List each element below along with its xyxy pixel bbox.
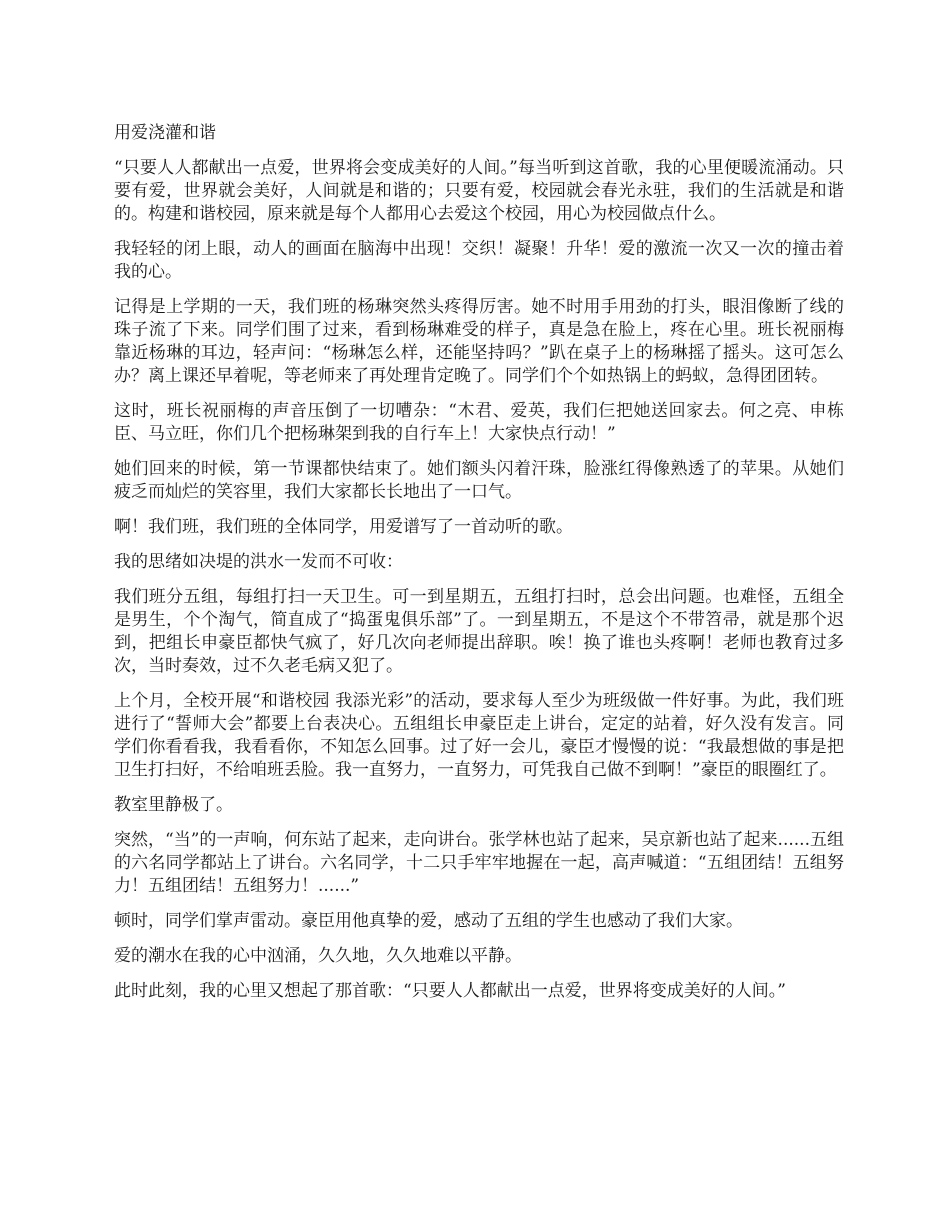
paragraph: 上个月，全校开展“和谐校园 我添光彩”的活动，要求每人至少为班级做一件好事。为此，我们班进行了“誓师大会”都要上台表决心。五组组长申豪臣走上讲台，定定的站着，好久没有发言。同学们你看看我，我看看你，不知怎么回事。过了好一会儿，豪臣才慢慢的说：“我最想做的事是把卫生打扫好，不给咱班丢脸。我一直努力，一直努力，可凭我自己做不到啊！”豪臣的眼圈红了。 [114, 691, 844, 780]
paragraph: 爱的潮水在我的心中汹涌，久久地，久久地难以平静。 [114, 946, 522, 966]
paragraph: 教室里静极了。 [114, 795, 233, 815]
paragraph: 顿时，同学们掌声雷动。豪臣用他真挚的爱，感动了五组的学生也感动了我们大家。 [114, 911, 743, 931]
paragraph: 这时，班长祝丽梅的声音压倒了一切嘈杂：“木君、爱英，我们仨把她送回家去。何之亮、申栋臣、马立旺，你们几个把杨琳架到我的自行车上！大家快点行动！” [114, 401, 844, 444]
document-title: 用爱浇灌和谐 [114, 123, 216, 143]
paragraph: 记得是上学期的一天，我们班的杨琳突然头疼得厉害。她不时用手用劲的打头，眼泪像断了线的珠子流了下来。同学们围了过来，看到杨琳难受的样子，真是急在脸上，疼在心里。班长祝丽梅靠近杨琳的耳边，轻声问：“杨琳怎么样，还能坚持吗？”趴在桌子上的杨琳摇了摇头。这可怎么办？离上课还早着呢，等老师来了再处理肯定晚了。同学们个个如热锅上的蚂蚁，急得团团转。 [114, 297, 844, 386]
paragraph: 我的思绪如决堤的洪水一发而不可收： [114, 552, 403, 572]
paragraph: 她们回来的时候，第一节课都快结束了。她们额头闪着汗珠，脸涨红得像熟透了的苹果。从她们疲乏而灿烂的笑容里，我们大家都长长地出了一口气。 [114, 459, 844, 502]
paragraph: 此时此刻，我的心里又想起了那首歌：“只要人人都献出一点爱，世界将变成美好的人间。” [114, 981, 786, 1001]
paragraph: 突然，“当”的一声响，何东站了起来，走向讲台。张学林也站了起来，吴京新也站了起来......五组的六名同学都站上了讲台。六名同学，十二只手牢牢地握在一起，高声喊道：“五组团结！五组努力！五组团结！五组努力！......” [114, 830, 844, 896]
paragraph: “只要人人都献出一点爱，世界将会变成美好的人间。”每当听到这首歌，我的心里便暖流涌动。只要有爱，世界就会美好，人间就是和谐的；只要有爱，校园就会春光永驻，我们的生活就是和谐的。构建和谐校园，原来就是每个人都用心去爱这个校园，用心为校园做点什么。 [114, 158, 844, 224]
paragraph: 我们班分五组，每组打扫一天卫生。可一到星期五，五组打扫时，总会出问题。也难怪，五组全是男生，个个淘气，简直成了“捣蛋鬼俱乐部”了。一到星期五，不是这个不带笤帚，就是那个迟到，把组长申豪臣都快气疯了，好几次向老师提出辞职。唉！换了谁也头疼啊！老师也教育过多次，当时奏效，过不久老毛病又犯了。 [114, 587, 844, 676]
paragraph: 我轻轻的闭上眼，动人的画面在脑海中出现！交织！凝聚！升华！爱的激流一次又一次的撞击着我的心。 [114, 239, 844, 282]
document-page [114, 122, 844, 1015]
paragraph: 啊！我们班，我们班的全体同学，用爱谱写了一首动听的歌。 [114, 517, 573, 537]
